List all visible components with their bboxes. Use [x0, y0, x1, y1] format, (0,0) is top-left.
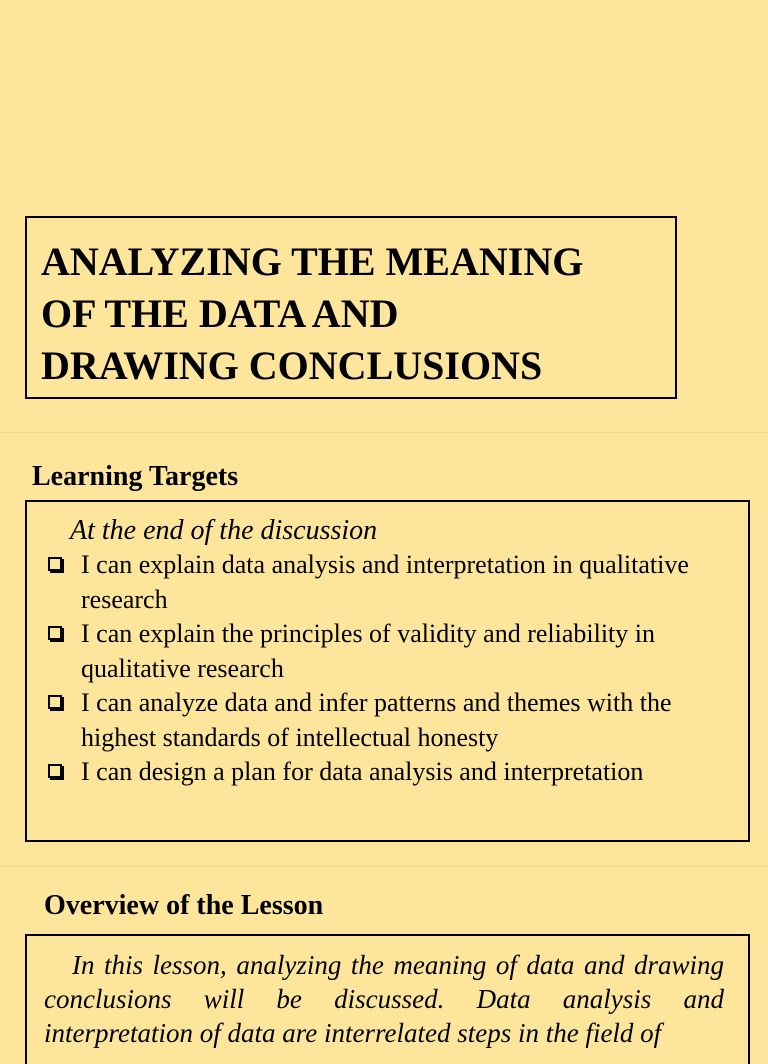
learning-targets-slide: [0, 432, 768, 867]
checkbox-bullet-icon: [48, 764, 62, 778]
list-item-text: I can analyze data and infer patterns and themes with the highest standards of intellectual honesty: [81, 688, 672, 752]
learning-targets-intro: At the end of the discussion: [70, 515, 378, 546]
list-item-text: I can explain the principles of validity and reliability in qualitative research: [81, 619, 655, 683]
overview-box: [25, 934, 750, 1064]
list-item: [44, 548, 738, 617]
list-item-text: I can explain data analysis and interpretation in qualitative research: [81, 550, 689, 614]
checkbox-bullet-icon: [48, 626, 62, 640]
checkbox-bullet-icon: [48, 557, 62, 571]
checkbox-bullet-icon: [48, 695, 62, 709]
title-box: [25, 216, 677, 399]
learning-targets-heading: Learning Targets: [32, 461, 239, 492]
slide-title: ANALYZING THE MEANING OF THE DATA AND DRAWING CONCLUSIONS: [41, 239, 584, 388]
list-item: [44, 686, 738, 755]
list-item: [44, 755, 738, 790]
list-item: [44, 617, 738, 686]
overview-heading: Overview of the Lesson: [44, 890, 324, 921]
overview-text: In this lesson, analyzing the meaning of data and drawing conclusions will be discussed. Data analysis and interpretation of data are interrelated steps in the field of: [44, 950, 724, 1048]
title-slide: [0, 0, 768, 432]
learning-targets-box: [25, 500, 750, 842]
learning-targets-list: [44, 548, 738, 790]
overview-slide: [0, 866, 768, 1048]
list-item-text: I can design a plan for data analysis and interpretation: [81, 757, 644, 786]
